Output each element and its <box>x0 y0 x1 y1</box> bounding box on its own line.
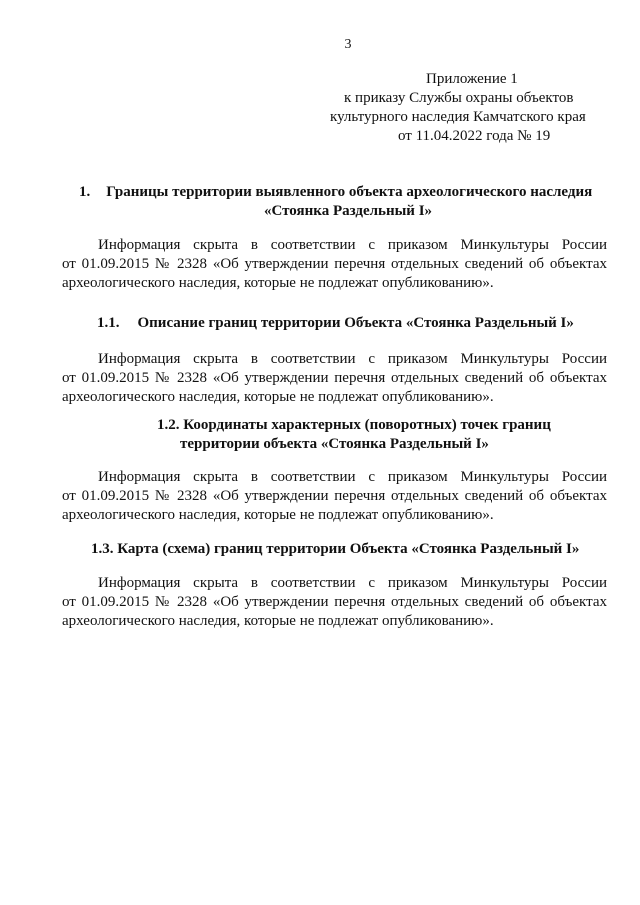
notice-line1: Информация скрыта в соответствии с приказом Минкультуры России <box>98 237 607 253</box>
section-1-title-line2: «Стоянка Раздельный I» <box>264 203 433 219</box>
section-1-3-heading: 1.3. Карта (схема) границ территории Объекта «Стоянка Раздельный I» <box>91 541 580 557</box>
section-1-1-heading <box>97 314 574 333</box>
notice-line2: от 01.09.2015 № 2328 «Об утверждении перечня отдельных сведений об объектах <box>62 256 607 272</box>
notice-line2: от 01.09.2015 № 2328 «Об утверждении перечня отдельных сведений об объектах <box>62 594 607 610</box>
section-1-heading <box>79 183 592 202</box>
section-1-2-title-line2: территории объекта «Стоянка Раздельный I» <box>180 436 489 452</box>
appendix-title: Приложение 1 <box>426 71 518 87</box>
appendix-date: от 11.04.2022 года № 19 <box>398 128 551 144</box>
page-number: 3 <box>344 37 352 52</box>
notice-line3: археологического наследия, которые не подлежат опубликованию». <box>62 507 494 523</box>
appendix-header <box>300 70 590 146</box>
notice-line3: археологического наследия, которые не подлежат опубликованию». <box>62 275 494 291</box>
appendix-order-ref: к приказу Службы охраны объектов <box>344 90 574 106</box>
notice-paragraph-3 <box>62 468 607 525</box>
notice-paragraph-2 <box>62 350 607 407</box>
notice-paragraph-4 <box>62 574 607 631</box>
notice-paragraph-1 <box>62 236 607 293</box>
section-1-number: 1. <box>79 184 91 200</box>
section-1-1-number: 1.1. <box>97 315 120 331</box>
section-1-title-line1: Границы территории выявленного объекта археологического наследия <box>106 184 593 200</box>
notice-line3: археологического наследия, которые не подлежат опубликованию». <box>62 613 494 629</box>
notice-line1: Информация скрыта в соответствии с приказом Минкультуры России <box>98 575 607 591</box>
notice-line2: от 01.09.2015 № 2328 «Об утверждении перечня отдельных сведений об объектах <box>62 488 607 504</box>
notice-line1: Информация скрыта в соответствии с приказом Минкультуры России <box>98 469 607 485</box>
section-1-1-title: Описание границ территории Объекта «Стоянка Раздельный I» <box>137 315 574 331</box>
notice-line2: от 01.09.2015 № 2328 «Об утверждении перечня отдельных сведений об объектах <box>62 370 607 386</box>
notice-line3: археологического наследия, которые не подлежат опубликованию». <box>62 389 494 405</box>
notice-line1: Информация скрыта в соответствии с приказом Минкультуры России <box>98 351 607 367</box>
section-1-2-title-line1: 1.2. Координаты характерных (поворотных) точек границ <box>157 417 551 433</box>
appendix-organization: культурного наследия Камчатского края <box>330 109 586 125</box>
